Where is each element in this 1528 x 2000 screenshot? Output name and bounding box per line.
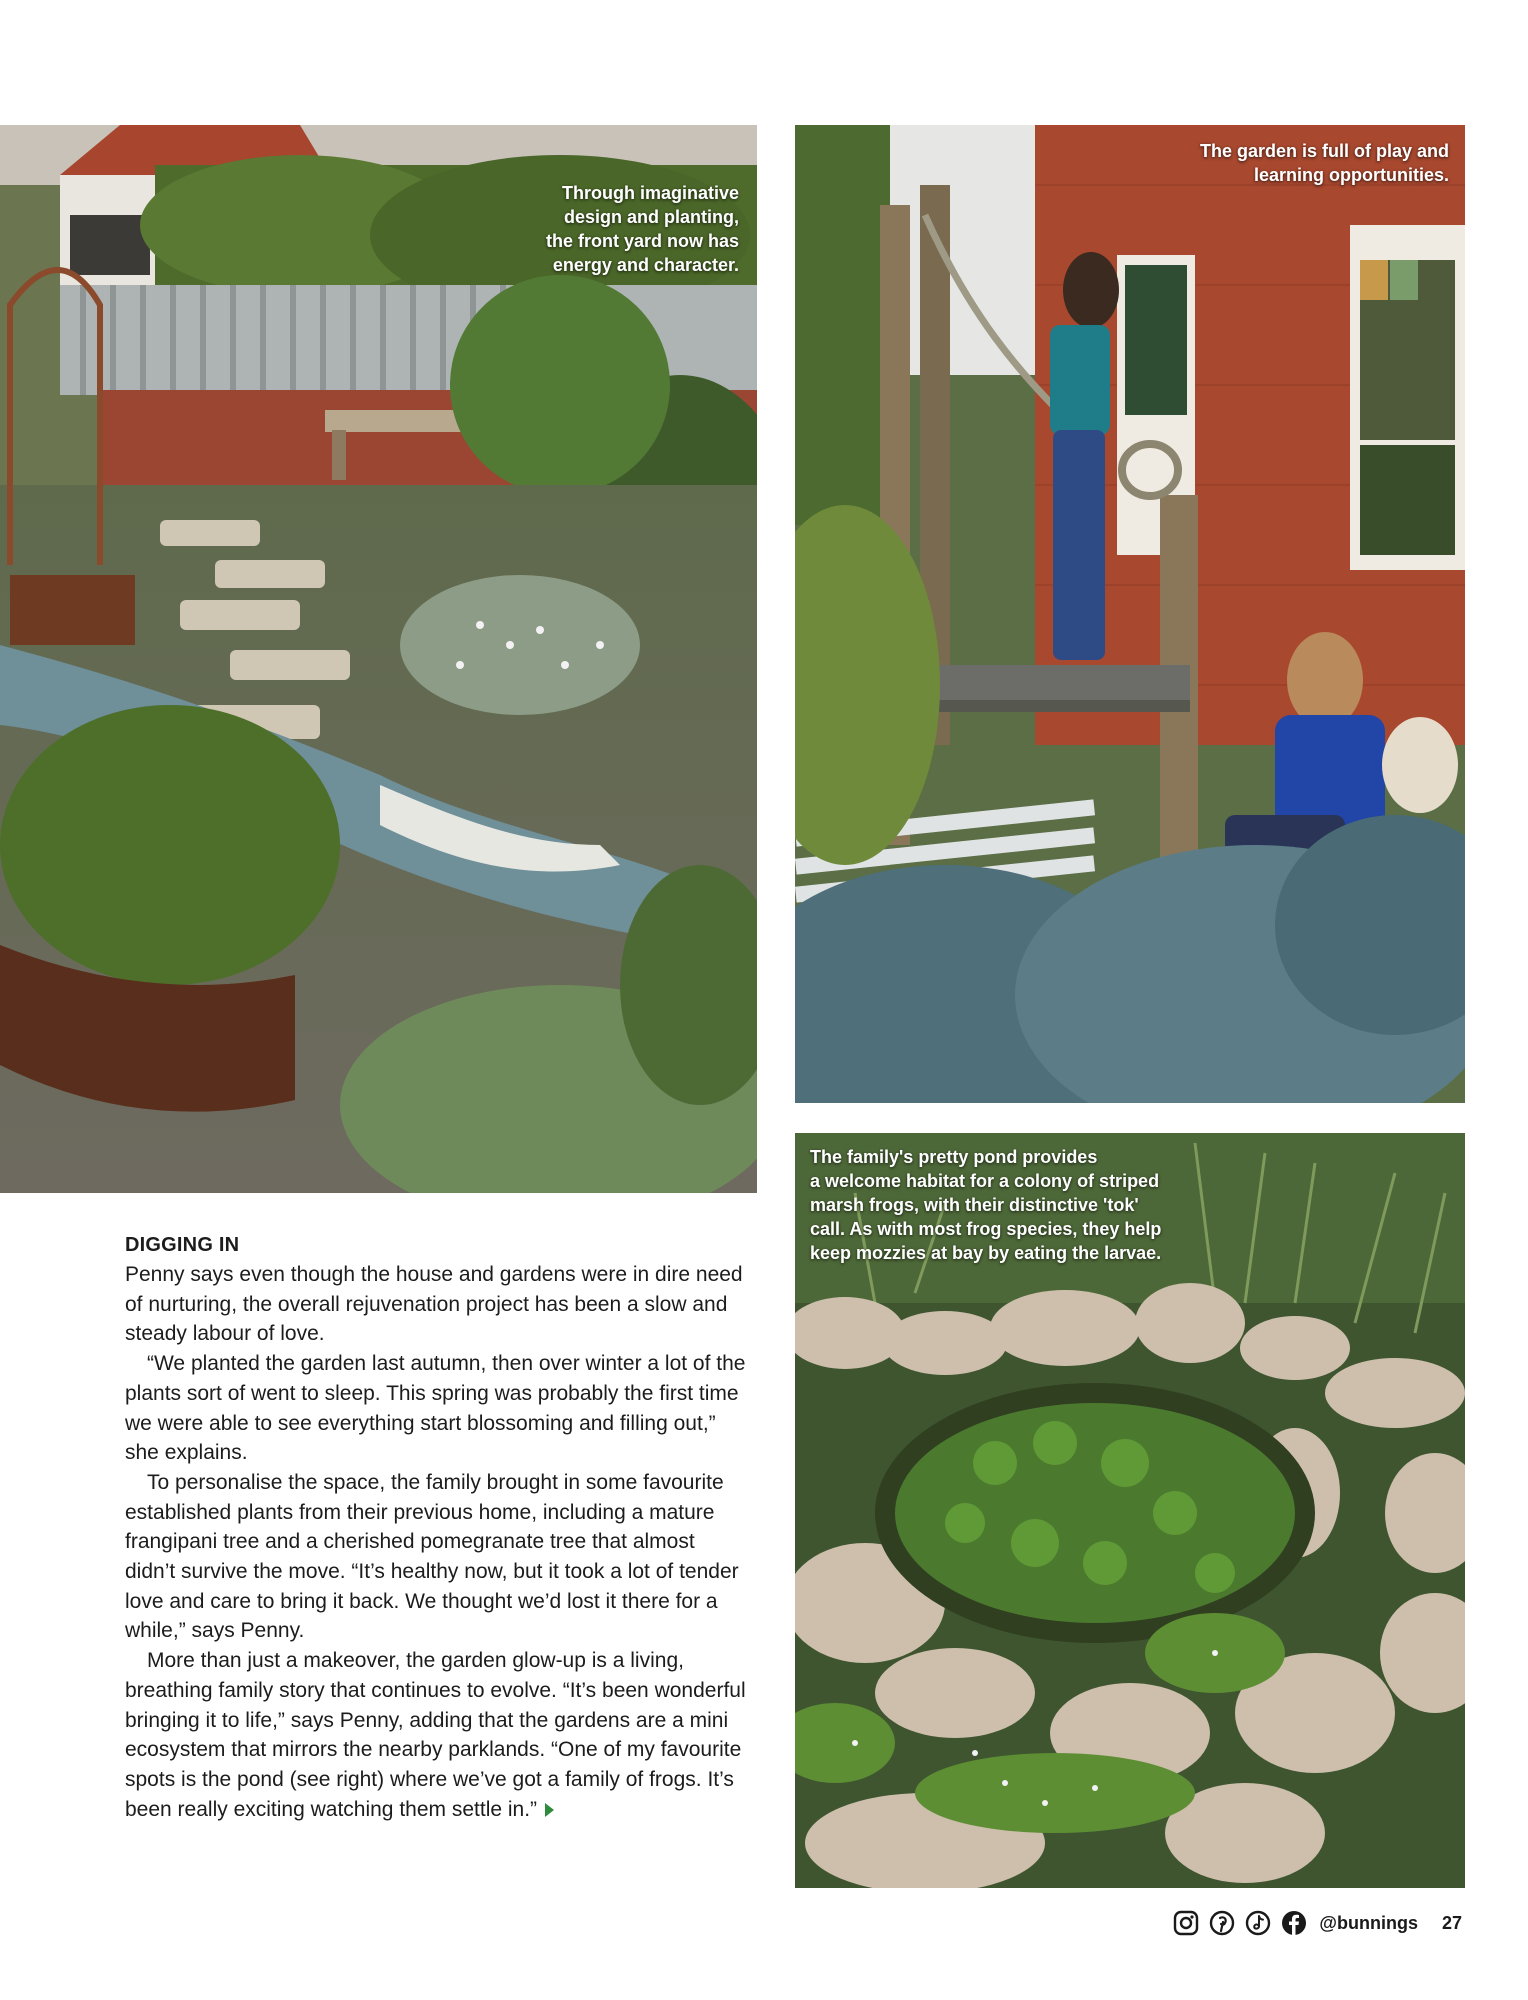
facebook-icon[interactable] [1281,1910,1307,1936]
end-of-article-icon [545,1803,554,1817]
section-heading: DIGGING IN [125,1234,240,1256]
pond-caption: The family's pretty pond provides a welcome habitat for a colony of striped marsh frogs, with their distinctive 'tok' call. As with most frog species, they help keep mozzies at bay by eating the larvae. [810,1147,1162,1263]
play-area-caption: The garden is full of play and learning opportunities. [1199,141,1449,185]
social-handle[interactable]: @bunnings [1319,1912,1418,1933]
front-yard-photo [0,125,757,1193]
article-paragraph: Penny says even though the house and gardens were in dire need of nurturing, the overall rejuvenation project has been a slow and steady labour of love. [125,1263,743,1346]
pinterest-icon[interactable] [1209,1910,1235,1936]
play-area-photo [795,125,1465,1103]
tiktok-icon[interactable] [1245,1910,1271,1936]
article-paragraph: “We planted the garden last autumn, then over winter a lot of the plants sort of went to sleep. This spring was probably the first time we were able to see everything start blossoming and filling out,” she explains. [125,1352,746,1465]
article-paragraph-text: More than just a makeover, the garden glow-up is a living, breathing family story that continues to evolve. “It’s been wonderful bringing it to life,” says Penny, adding that the gardens are a mini ecosystem that mirrors the nearby parklands. “One of my favourite spots is the pond (see right) where we’ve got a family of frogs. It’s been really exciting watching them settle in.” [125,1649,746,1821]
pond-photo [795,1133,1465,1888]
instagram-icon[interactable] [1173,1910,1199,1936]
front-yard-caption: Through imaginative design and planting, the front yard now has energy and character. [545,183,739,275]
article-body [125,1230,750,1824]
article-paragraph-last [125,1646,750,1824]
article-paragraph: To personalise the space, the family brought in some favourite established plants from their previous home, including a mature frangipani tree and a cherished pomegranate tree that almost didn’t survive the move. “It’s healthy now, but it took a lot of tender love and care to bring it back. We thought we’d lost it there for a while,” says Penny. [125,1470,739,1643]
page-footer [1173,1906,1462,1940]
page-number: 27 [1441,1912,1462,1933]
play-area-image [795,125,1465,1103]
front-yard-image [0,125,757,1193]
